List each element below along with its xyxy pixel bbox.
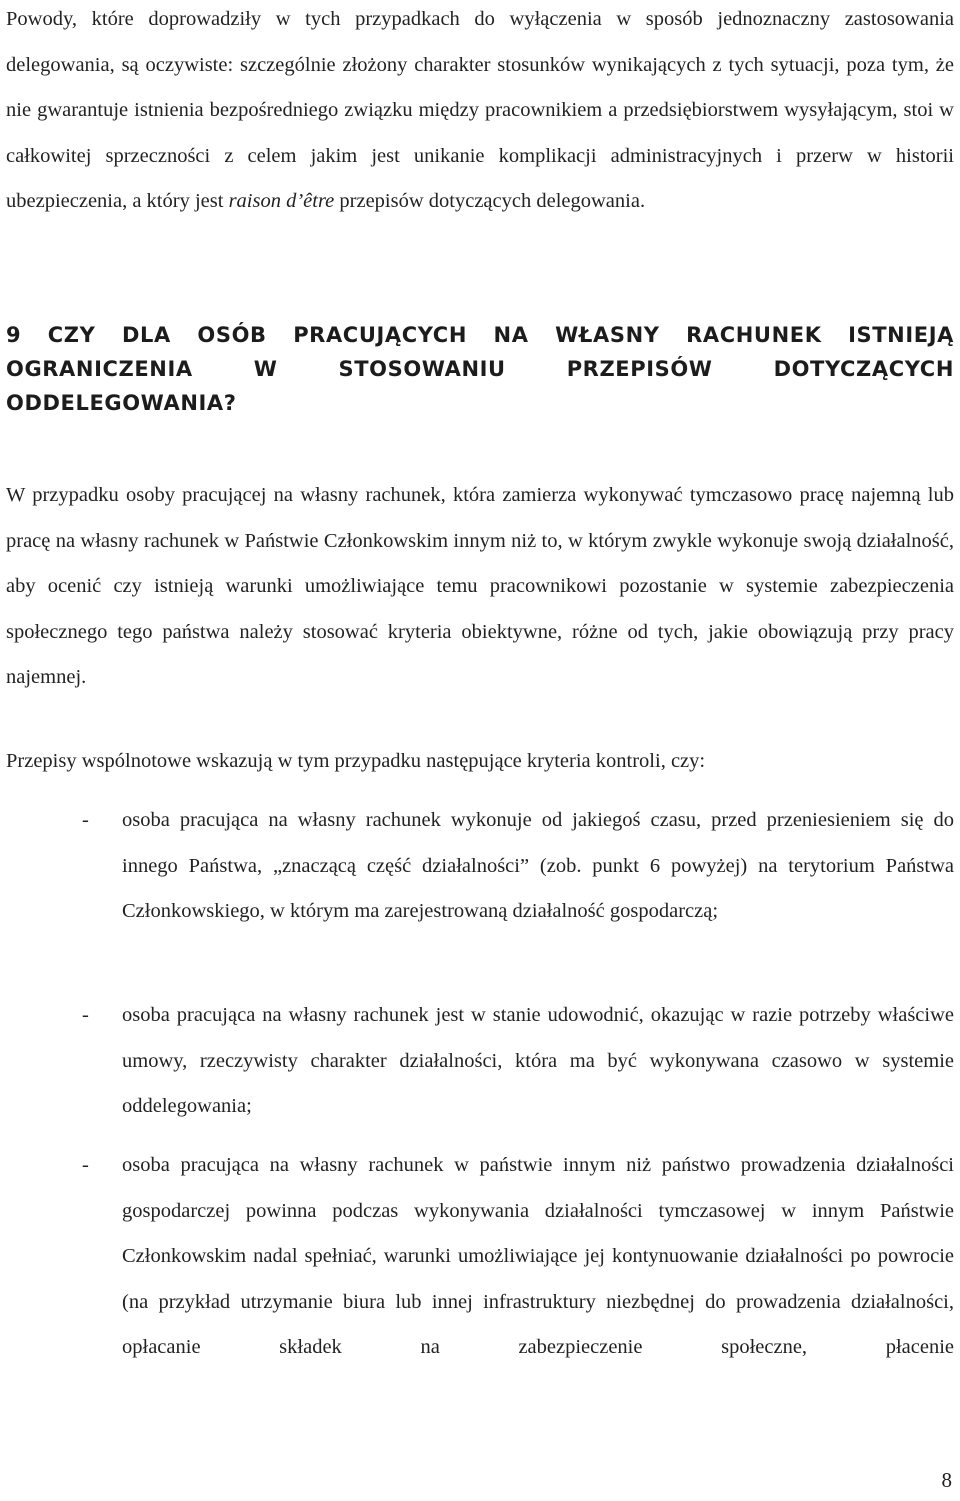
intro-text-end: przepisów dotyczących delegowania. [334, 190, 646, 213]
page-number: 8 [941, 1468, 952, 1492]
intro-italic-phrase: raison d’être [228, 190, 335, 213]
intro-paragraph [6, 0, 954, 225]
intro-text: Powody, które doprowadziły w tych przypadkach do wyłączenia w sposób jednoznaczny zastosowania delegowania, są oczywiste: szczególnie złożony charakter stosunków wynikających z tych sytuacji, poza tym, że nie gwarantuje istnienia bezpośredniego związku między pracownikiem a przedsiębiorstwem wysyłającym, stoi w całkowitej sprzeczności z celem jakim jest unikanie komplikacji administracyjnych i przerw w historii ubezpieczenia, a który jest [6, 8, 954, 213]
list-item-text: osoba pracująca na własny rachunek jest w stanie udowodnić, okazując w razie potrzeby właściwe umowy, rzeczywisty charakter działalności, która ma być wykonywana czasowo w systemie oddelegowania; [122, 1004, 954, 1118]
list-item-text: osoba pracująca na własny rachunek wykonuje od jakiegoś czasu, przed przeniesieniem się do innego Państwa, „znaczącą część działalności” (zob. punkt 6 powyżej) na terytorium Państwa Członkowskiego, w którym ma zarejestrowaną działalność gospodarczą; [122, 809, 954, 923]
list-bullet: - [82, 809, 89, 831]
list-item-text: osoba pracująca na własny rachunek w państwie innym niż państwo prowadzenia działalności gospodarczej powinna podczas wykonywania działalności tymczasowej w innym Państwie Członkowskim nadal spełniać, warunki umożliwiające jej kontynuowanie działalności po powrocie (na przykład utrzymanie biura lub innej infrastruktury niezbędnej do prowadzenia działalności, opłacanie składek na zabezpieczenie społeczne, płacenie [122, 1154, 954, 1359]
section-heading: 9 CZY DLA OSÓB PRACUJĄCYCH NA WŁASNY RACHUNEK ISTNIEJĄ OGRANICZENIA W STOSOWANIU PRZEPISÓW DOTYCZĄCYCH ODDELEGOWANIA? [6, 323, 954, 415]
list-bullet: - [82, 1154, 89, 1176]
self-employed-paragraph: W przypadku osoby pracującej na własny rachunek, która zamierza wykonywać tymczasowo pracę najemną lub pracę na własny rachunek w Państwie Członkowskim innym niż to, w którym zwykle wykonuje swoją działalność, aby ocenić czy istnieją warunki umożliwiające temu pracownikowi pozostanie w systemie zabezpieczenia społecznego tego państwa należy stosować kryteria obiektywne, różne od tych, jakie obowiązują przy pracy najemnej. [6, 484, 954, 689]
list-bullet: - [82, 1004, 89, 1026]
criteria-intro-paragraph: Przepisy wspólnotowe wskazują w tym przypadku następujące kryteria kontroli, czy: [6, 750, 706, 772]
